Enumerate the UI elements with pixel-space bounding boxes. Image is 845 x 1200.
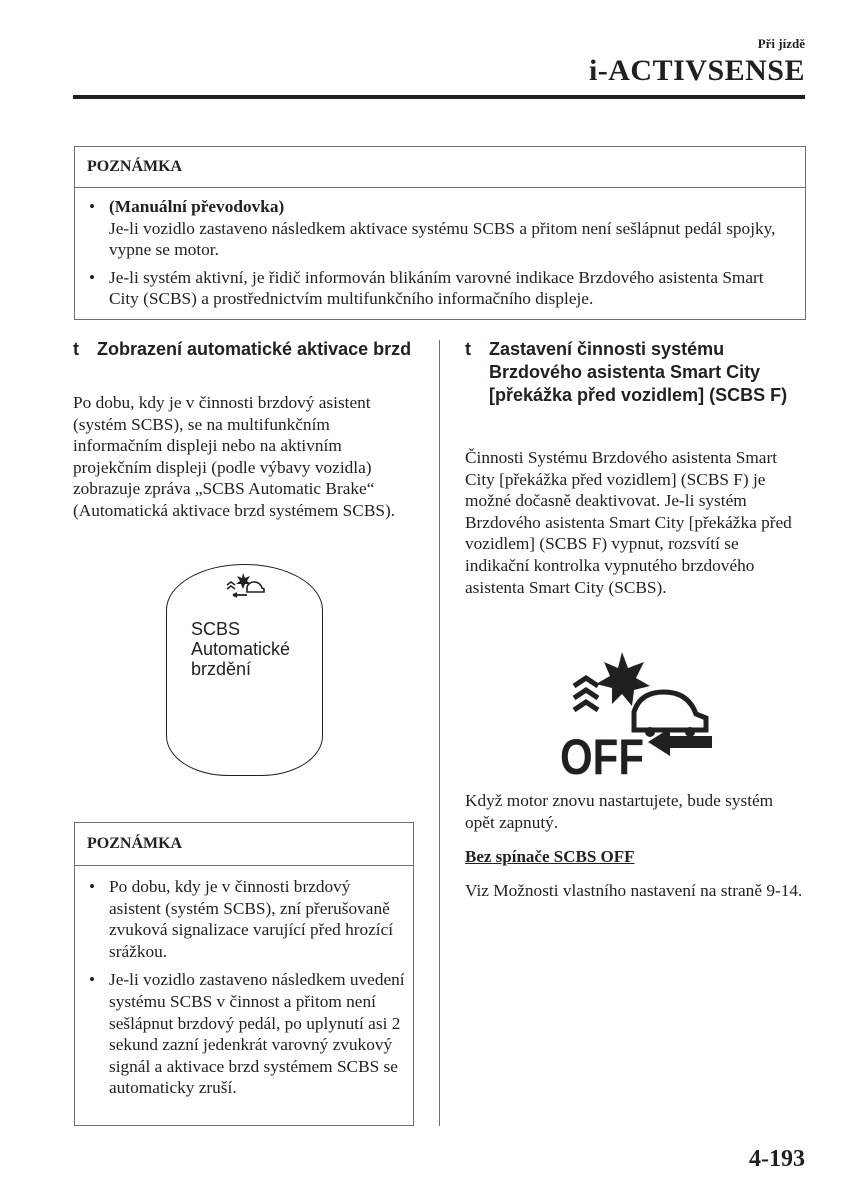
note-heading: POZNÁMKA (75, 823, 413, 866)
note-list (75, 866, 413, 1099)
display-line: SCBS (191, 619, 241, 639)
display-message (191, 619, 290, 679)
note-item-title: (Manuální převodovka) (109, 197, 285, 216)
section-name: Při jízdě (757, 36, 805, 51)
scbs-off-indicator-icon (560, 650, 716, 778)
off-label: OFF (560, 729, 644, 778)
section-heading-left (73, 338, 413, 361)
subheading: Bez spínače SCBS OFF (465, 847, 635, 866)
note-item: • Po dobu, kdy je v činnosti brzdový asistent (systém SCBS), zní přerušovaně zvuková signalizace varující před hrozící srážkou. (85, 876, 405, 962)
display-line: Automatické (191, 639, 291, 659)
page-title: i-ACTIVSENSE (588, 54, 805, 87)
note-box-top (74, 146, 806, 320)
section-heading-text: Zastavení činnosti systému Brzdového asistenta Smart City [překážka před vozidlem] (SCBS F) (489, 339, 788, 405)
body-text: Činnosti Systému Brzdového asistenta Smart City [překážka před vozidlem] (SCBS F) je možné dočasně deaktivovat. Je-li systém Brzdového asistenta Smart City [překážka před vozidlem] (SCBS F) vypnut, rozsvítí se indikační kontrolka vypnutého brzdového asistenta Smart City (SCBS). (465, 448, 792, 597)
note-list (75, 188, 805, 310)
column-divider (439, 340, 440, 1126)
scbs-warning-icon (223, 571, 267, 599)
section-marker: t (73, 339, 79, 359)
note-item-text: Je-li systém aktivní, je řidič informován blikáním varovné indikace Brzdového asistenta Smart City (SCBS) a prostřednictvím multifunkčního informačního displeje. (109, 267, 764, 309)
header-rule (73, 95, 805, 99)
section-marker: t (465, 339, 471, 359)
page-number: 4-193 (749, 1146, 805, 1172)
multi-info-display (166, 564, 323, 776)
section-heading-right (465, 338, 805, 407)
note-item: • Je-li vozidlo zastaveno následkem uvedení systému SCBS v činnost a přitom není sešlápnut brzdový pedál, po uplynutí asi 2 sekund zazní jedenkrát varovný zvukový signál a aktivace brzd systémem SCBS se automaticky zruší. (85, 969, 405, 1099)
section-heading-text: Zobrazení automatické aktivace brzd (97, 339, 412, 359)
body-text: Když motor znovu nastartujete, bude systém opět zapnutý. (465, 791, 774, 832)
body-text: Po dobu, kdy je v činnosti brzdový asistent (systém SCBS), se na multifunkčním informačním displeji nebo na aktivním projekčním displeji (podle výbavy vozidla) zobrazuje zpráva „SCBS Automatic Brake“ (Automatická aktivace brzd systémem SCBS). (73, 393, 396, 520)
note-item (85, 196, 795, 261)
note-item (85, 267, 795, 310)
note-box-bottom (74, 822, 414, 1126)
display-line: brzdění (191, 659, 252, 679)
note-heading: POZNÁMKA (75, 147, 805, 188)
note-item-text: Je-li vozidlo zastaveno následkem aktivace systému SCBS a přitom není sešlápnut pedál spojky, vypne se motor. (109, 218, 776, 260)
body-text: Viz Možnosti vlastního nastavení na straně 9-14. (465, 881, 803, 900)
